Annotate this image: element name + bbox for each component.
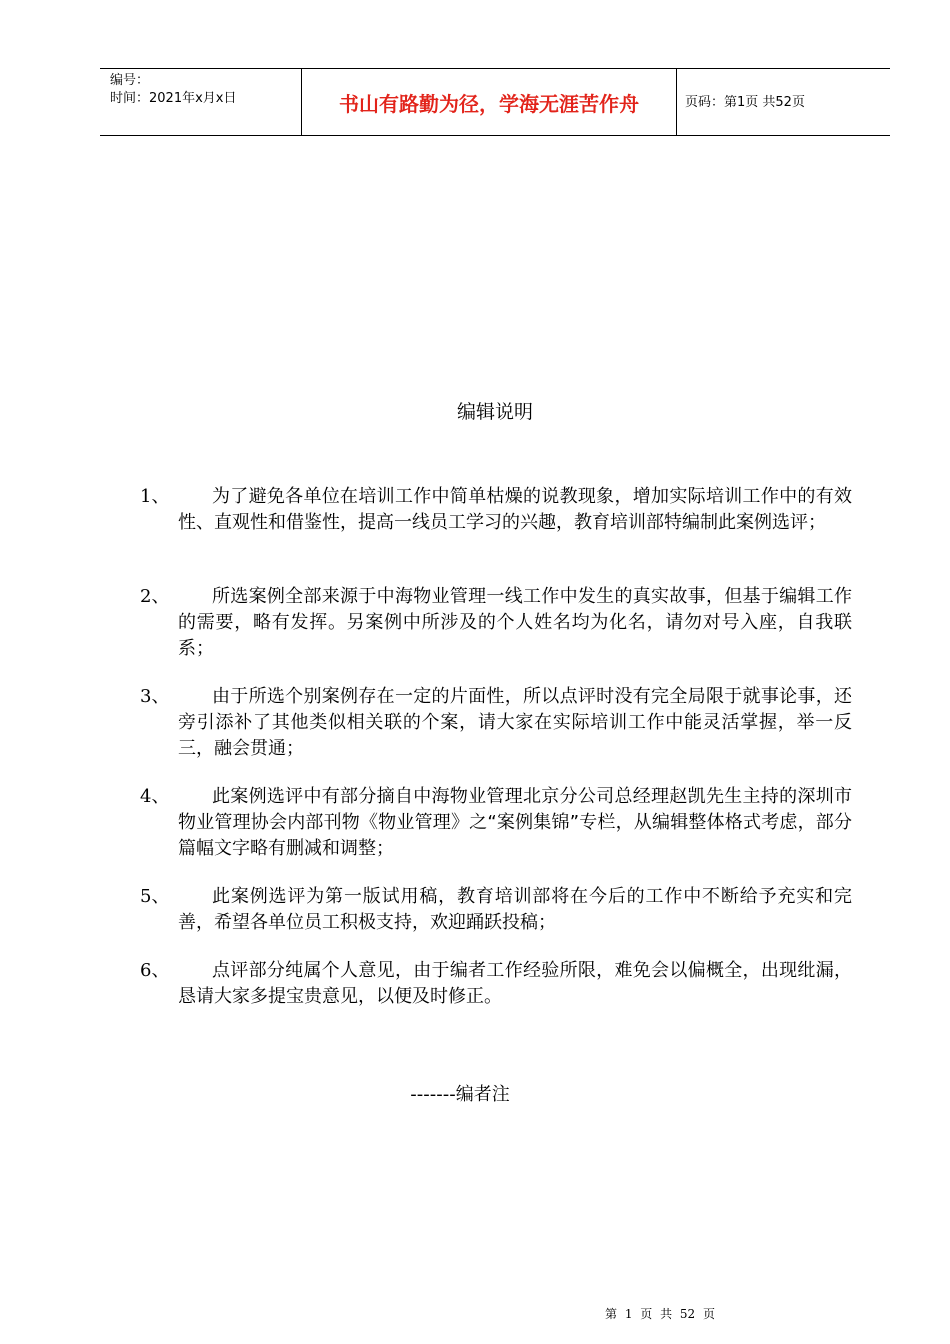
header-right-cell bbox=[677, 69, 890, 135]
list-item-text: 点评部分纯属个人意见，由于编者工作经验所限，难免会以偏概全，出现纰漏，恳请大家多提宝贵意见，以便及时修正。 bbox=[178, 960, 852, 1007]
list-item bbox=[140, 958, 852, 1010]
list-item bbox=[140, 584, 852, 662]
list-item bbox=[140, 684, 852, 762]
list-item-number: 5、 bbox=[140, 886, 170, 907]
list-item bbox=[140, 784, 852, 862]
list-item bbox=[140, 884, 852, 936]
header-page-label: 页码：第1页 共52页 bbox=[685, 95, 805, 110]
editor-note: -------编者注 bbox=[410, 1084, 510, 1105]
header-middle-cell bbox=[301, 69, 677, 135]
list-item bbox=[140, 484, 852, 536]
list-item-text: 此案例选评中有部分摘自中海物业管理北京分公司总经理赵凯先生主持的深圳市物业管理协会内部刊物《物业管理》之“案例集锦”专栏，从编辑整体格式考虑，部分篇幅文字略有删减和调整； bbox=[178, 786, 852, 859]
header-left-cell bbox=[100, 69, 300, 135]
page-header bbox=[100, 68, 890, 136]
list-item-number: 4、 bbox=[140, 786, 170, 807]
list-item-text: 为了避免各单位在培训工作中简单枯燥的说教现象，增加实际培训工作中的有效性、直观性和借鉴性，提高一线员工学习的兴趣，教育培训部特编制此案例选评； bbox=[178, 486, 852, 533]
list-item-number: 6、 bbox=[140, 960, 170, 981]
list-item-number: 1、 bbox=[140, 486, 170, 507]
list-item-number: 2、 bbox=[140, 586, 170, 607]
list-item-text: 此案例选评为第一版试用稿，教育培训部将在今后的工作中不断给予充实和完善，希望各单位员工积极支持，欢迎踊跃投稿； bbox=[178, 886, 852, 933]
document-number-label: 编号： bbox=[110, 73, 150, 88]
document-date-label: 时间：2021年x月x日 bbox=[110, 91, 237, 106]
document-title: 编辑说明 bbox=[456, 401, 533, 423]
list-item-text: 所选案例全部来源于中海物业管理一线工作中发生的真实故事，但基于编辑工作的需要，略有发挥。另案例中所涉及的个人姓名均为化名，请勿对号入座，自我联系； bbox=[178, 586, 852, 659]
list-item-number: 3、 bbox=[140, 686, 170, 707]
list-item-text: 由于所选个别案例存在一定的片面性，所以点评时没有完全局限于就事论事，还旁引添补了其他类似相关联的个案，请大家在实际培训工作中能灵活掌握，举一反三，融会贯通； bbox=[178, 686, 852, 759]
header-motto: 书山有路勤为径，学海无涯苦作舟 bbox=[339, 92, 639, 116]
page-footer: 第 1 页 共 52 页 bbox=[605, 1307, 715, 1321]
